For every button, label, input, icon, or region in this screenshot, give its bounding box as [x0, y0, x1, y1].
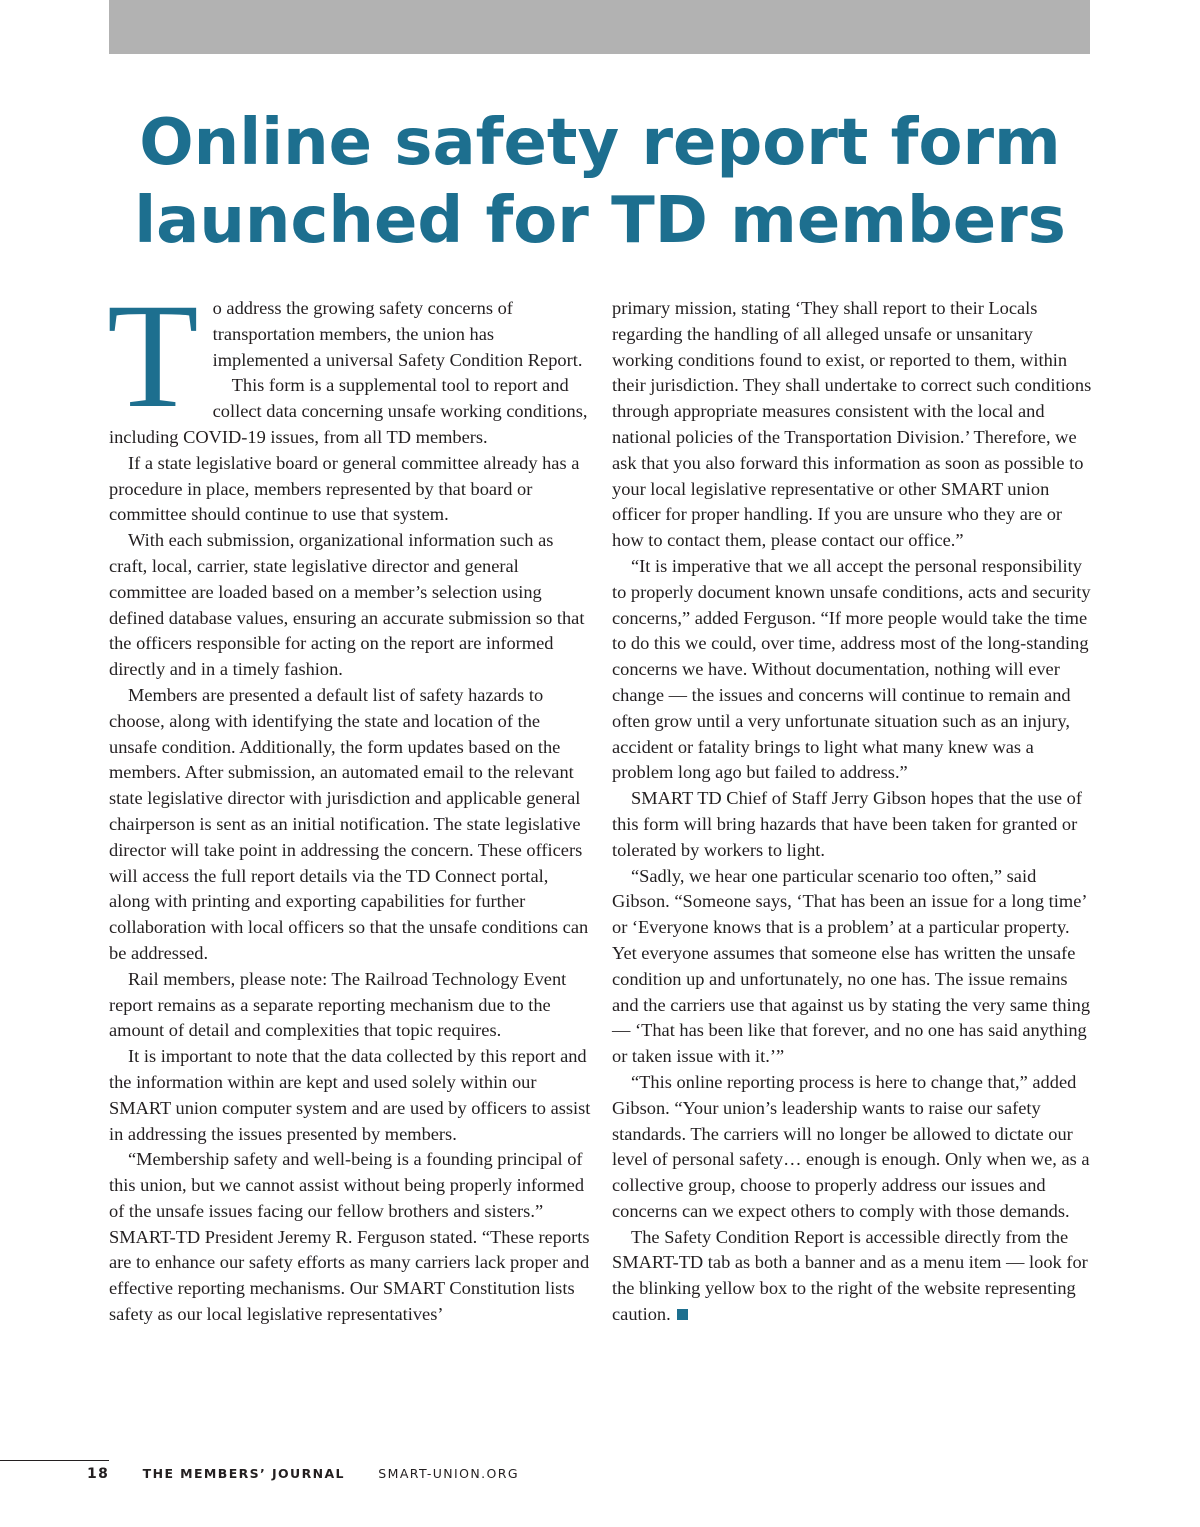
page-number: 18 [87, 1466, 110, 1482]
article-paragraph: “Sadly, we hear one particular scenario too often,” said Gibson. “Someone says, ‘That has been an issue for a long time’ or ‘Everyone knows that is a problem’ at a particular property. Yet everyone assumes that someone else has written the unsafe condition up and unfortunately, no one has. The issue remains and the carriers use that against us by stating the very same thing — ‘That has been like that forever, and no one has said anything or taken issue with it.’” [612, 865, 1091, 1067]
end-of-article-square-icon [677, 1309, 688, 1320]
paragraph-text: The Safety Condition Report is accessible directly from the SMART-TD tab as both a banner and as a menu item — look for the blinking yellow box to the right of the website representing caution. [612, 1226, 1088, 1325]
headline-line-1: Online safety report form [139, 106, 1061, 180]
top-gray-bar [109, 0, 1090, 54]
journal-name: THE MEMBERS’ JOURNAL [142, 1466, 345, 1481]
article-paragraph: primary mission, stating ‘They shall report to their Locals regarding the handling of all alleged unsafe or unsanitary working conditions found to exist, or reported to them, within their jurisdiction. They shall undertake to correct such conditions through appropriate measures consistent with the local and national policies of the Transportation Division.’ Therefore, we ask that you also forward this information as soon as possible to your local legislative representative or other SMART union officer for proper handling. If you are unsure who they are or how to contact them, please contact our office.” [612, 298, 1092, 551]
article-paragraph: Members are presented a default list of safety hazards to choose, along with identifying the state and location of the unsafe condition. Additionally, the form updates based on the members. After submission, an automated email to the relevant state legislative director with jurisdiction and applicable general chairperson is sent as an initial notification. The state legislative director will take point in addressing the concern. These officers will access the full report details via the TD Connect portal, along with printing and exporting capabilities for further collaboration with local officers so that the unsafe conditions can be addressed. [109, 684, 589, 963]
article-paragraph: It is important to note that the data collected by this report and the information within are kept and used solely within our SMART union computer system and are used by officers to assist in addressing the issues presented by members. [109, 1046, 591, 1144]
website-url: SMART-UNION.ORG [378, 1466, 519, 1481]
article-headline [108, 104, 1092, 260]
article-right-column [612, 296, 1094, 1328]
article-paragraph [612, 1225, 1094, 1328]
paragraph-text: o address the growing safety concerns of transportation members, the union has implemented a universal Safety Condition Report. [212, 298, 583, 370]
page-footer [87, 1466, 519, 1482]
article-left-column [107, 273, 591, 1328]
footer-rule [0, 1460, 109, 1461]
article-paragraph: “This online reporting process is here to change that,” added Gibson. “Your union’s leadership wants to raise our safety standards. The carriers will no longer be allowed to dictate our level of personal safety… enough is enough. Only when we, as a collective group, choose to properly address our issues and concerns can we expect others to comply with those demands. [612, 1071, 1090, 1221]
article-paragraph: This form is a supplemental tool to report and collect data concerning unsafe working conditions, including COVID-19 issues, from all TD members. [109, 375, 588, 447]
article-paragraph: With each submission, organizational information such as craft, local, carrier, state legislative director and general committee are loaded based on a member’s selection using defined database values, ensuring an accurate submission so that the officers responsible for acting on the report are informed directly and in a timely fashion. [109, 530, 585, 680]
article-paragraph: If a state legislative board or general committee already has a procedure in place, members represented by that board or committee should continue to use that system. [109, 452, 580, 525]
article-paragraph: Rail members, please note: The Railroad Technology Event report remains as a separate reporting mechanism due to the amount of detail and complexities that topic requires. [109, 968, 567, 1041]
headline-line-2: launched for TD members [134, 184, 1066, 258]
drop-cap: T [107, 273, 199, 439]
article-paragraph: “Membership safety and well-being is a founding principal of this union, but we cannot assist without being properly informed of the unsafe issues facing our fellow brothers and sisters.” SMART-TD President Jeremy R. Ferguson stated. “These reports are to enhance our safety efforts as many carriers lack proper and effective reporting mechanisms. Our SMART Constitution lists safety as our local legislative representatives’ [109, 1149, 590, 1325]
article-paragraph: SMART TD Chief of Staff Jerry Gibson hopes that the use of this form will bring hazards that have been taken for granted or tolerated by workers to light. [612, 788, 1082, 860]
article-paragraph: “It is imperative that we all accept the personal responsibility to properly document known unsafe conditions, acts and security concerns,” added Ferguson. “If more people would take the time to do this we could, over time, address most of the long-standing concerns we have. Without documentation, nothing will ever change — the issues and concerns will continue to remain and often grow until a very unfortunate situation such as an injury, accident or fatality brings to light what many knew was a problem long ago but failed to address.” [612, 555, 1091, 783]
